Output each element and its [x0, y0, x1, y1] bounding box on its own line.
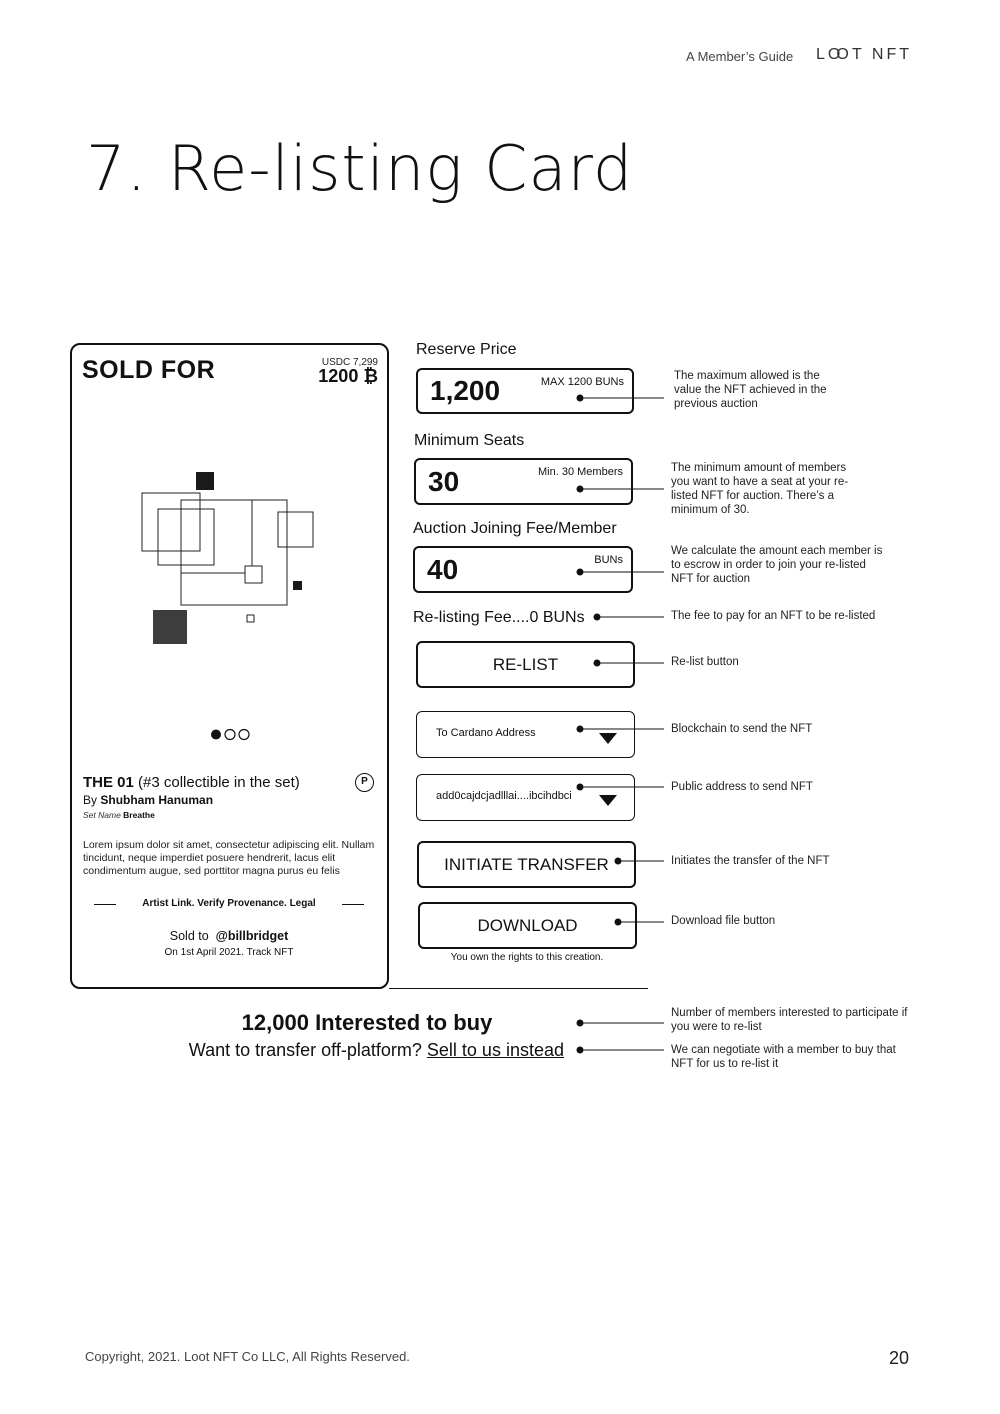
- carousel-dot[interactable]: [225, 730, 235, 740]
- minimum-seats-input[interactable]: [414, 458, 633, 505]
- usdc-price: USDC 7,299: [321, 357, 378, 368]
- note-relist: Re-list button: [671, 656, 739, 668]
- art-square-black-1: [196, 472, 214, 490]
- nft-title: [83, 774, 300, 791]
- note-relisting-fee: The fee to pay for an NFT to be re-listed: [671, 610, 876, 622]
- chevron-down-icon: [599, 733, 617, 744]
- minimum-seats-value: 30: [428, 466, 460, 497]
- leader-dot-interested: [577, 1020, 583, 1026]
- header-guide-label: A Member’s Guide: [686, 49, 794, 64]
- note-fee: We calculate the amount each member is to escrow in order to join your re-listed NFT for auction: [671, 545, 883, 585]
- note-transfer: Initiates the transfer of the NFT: [671, 855, 830, 867]
- sell-to-us-link[interactable]: Sell to us instead: [426, 1040, 564, 1060]
- art-rect-3: [181, 500, 287, 605]
- page-number: 20: [889, 1348, 910, 1368]
- note-sell-to-us: We can negotiate with a member to buy that NFT for us to re-list it: [671, 1044, 896, 1070]
- nft-set-line: [83, 810, 155, 820]
- note-reserve: The maximum allowed is the value the NFT achieved in the previous auction: [674, 370, 827, 410]
- logo-letters-rest: T NFT: [851, 46, 912, 63]
- page-title: 7. Re-listing Card: [86, 132, 634, 205]
- logo-letter-l: L: [816, 46, 828, 63]
- artist-links-row: [94, 898, 364, 912]
- sold-to-line: [72, 929, 386, 943]
- chevron-down-icon: [599, 795, 617, 806]
- divider-right: [342, 904, 364, 905]
- note-address: Public address to send NFT: [671, 781, 813, 793]
- minimum-seats-hint: Min. 30 Members: [538, 466, 623, 478]
- download-button[interactable]: DOWNLOAD: [418, 902, 637, 949]
- art-rect-6: [247, 615, 254, 622]
- section-divider: [389, 988, 648, 989]
- art-rect-5: [245, 566, 262, 583]
- initiate-transfer-button[interactable]: INITIATE TRANSFER: [417, 841, 636, 888]
- buyer-handle[interactable]: @billbridget: [215, 929, 289, 943]
- art-square-dark: [153, 610, 187, 644]
- rights-note: You own the rights to this creation.: [450, 952, 604, 963]
- sold-to-prefix: Sold to: [169, 929, 209, 943]
- reserve-price-hint: MAX 1200 BUNs: [540, 376, 624, 388]
- logo-letters-oo: OO: [827, 46, 845, 63]
- set-name: Breathe: [123, 810, 155, 820]
- note-seats: The minimum amount of members you want to have a seat at your re-listed NFT for auction. There’s a minimum of 30.: [671, 462, 849, 516]
- nft-artwork: [72, 345, 386, 725]
- chain-select[interactable]: [416, 711, 635, 758]
- bun-price: 1200 ₿: [318, 366, 378, 386]
- minimum-seats-label: Minimum Seats: [414, 432, 525, 449]
- artist-links[interactable]: Artist Link. Verify Provenance. Legal: [142, 898, 316, 909]
- chain-select-value: To Cardano Address: [436, 727, 536, 739]
- art-rect-4: [278, 512, 313, 547]
- nft-card: [70, 343, 389, 989]
- art-square-black-2: [293, 581, 302, 590]
- nft-artist-line: [83, 793, 213, 807]
- reserve-price-value: 1,200: [430, 375, 501, 406]
- transfer-line: [100, 1040, 564, 1061]
- sold-for-label: SOLD FOR: [82, 356, 216, 384]
- set-prefix: Set Name: [83, 810, 121, 820]
- leader-dot-sell-to-us: [577, 1047, 583, 1053]
- joining-fee-label: Auction Joining Fee/Member: [413, 520, 617, 537]
- art-rect-2: [158, 509, 214, 565]
- joining-fee-hint: BUNs: [594, 554, 623, 566]
- art-rect-1: [142, 493, 200, 551]
- carousel-dots: [210, 728, 254, 742]
- reserve-price-label: Reserve Price: [416, 341, 517, 358]
- reserve-price-input[interactable]: [416, 368, 634, 414]
- leader-dot-relisting-fee: [594, 614, 600, 620]
- note-download: Download file button: [671, 915, 776, 927]
- carousel-dot-active[interactable]: [211, 730, 221, 740]
- address-select[interactable]: [416, 774, 635, 821]
- address-select-value: add0cajdcjadlllai....ibcihdbci: [436, 790, 572, 802]
- sold-date[interactable]: On 1st April 2021. Track NFT: [164, 947, 294, 958]
- carousel-dot[interactable]: [239, 730, 249, 740]
- relisting-fee-label: Re-listing Fee....0 BUNs: [413, 609, 585, 626]
- nft-description: Lorem ipsum dolor sit amet, consectetur adipiscing elit. Nullam tincidunt, neque imperdiet posuere hendrerit, lacus elit condimentum augue, sed porttitor magna purus eu felis: [83, 839, 375, 877]
- joining-fee-input[interactable]: [413, 546, 633, 593]
- joining-fee-value: 40: [427, 554, 459, 585]
- note-chain: Blockchain to send the NFT: [671, 723, 813, 735]
- interested-count: 12,000 Interested to buy: [241, 1010, 493, 1035]
- transfer-question: Want to transfer off-platform?: [188, 1040, 422, 1060]
- nft-collection: (#3 collectible in the set): [138, 774, 300, 791]
- copyright: Copyright, 2021. Loot NFT Co LLC, All Rights Reserved.: [85, 1349, 410, 1364]
- loot-nft-logo: [816, 46, 912, 64]
- by-prefix: By: [83, 793, 98, 807]
- note-interested: Number of members interested to participate if you were to re-list: [671, 1007, 908, 1033]
- artist-name: Shubham Hanuman: [100, 793, 214, 807]
- provenance-icon[interactable]: P: [355, 773, 374, 792]
- nft-name: THE 01: [83, 774, 134, 791]
- relist-button[interactable]: RE-LIST: [416, 641, 635, 688]
